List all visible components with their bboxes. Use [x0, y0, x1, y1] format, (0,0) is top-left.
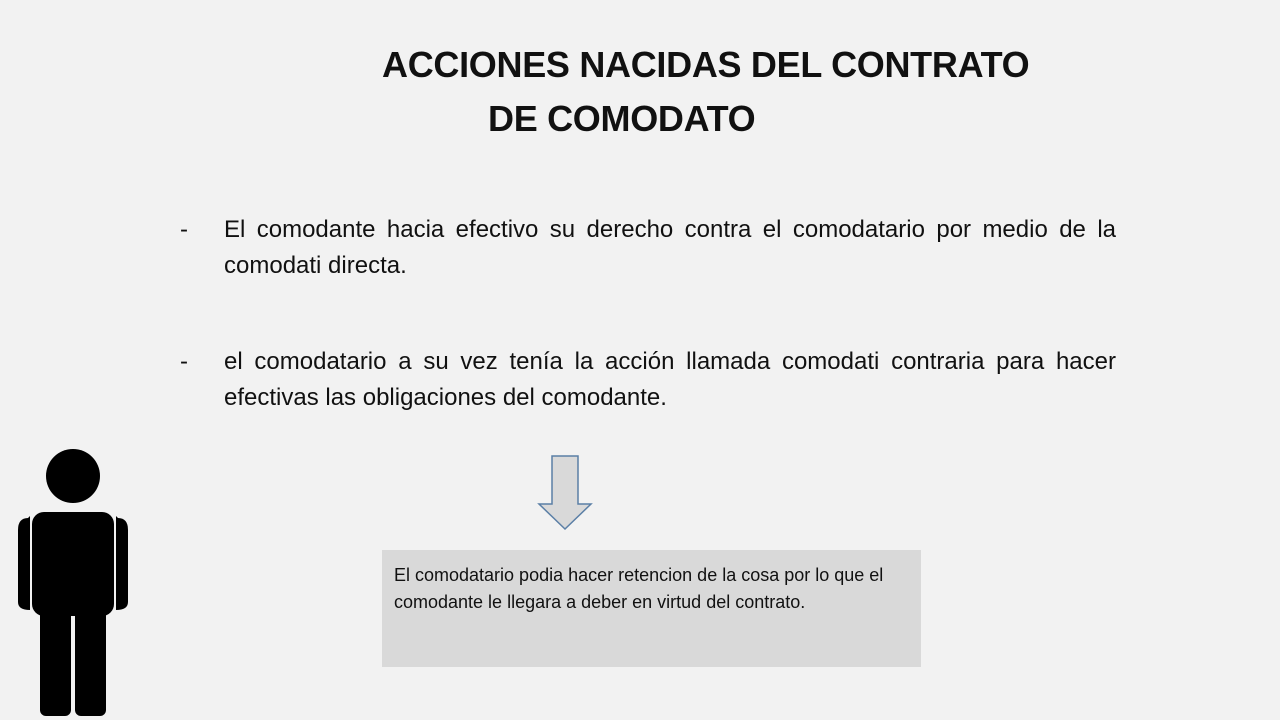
- bullet-item: [180, 344, 1116, 416]
- bullet-item: [180, 212, 1116, 284]
- bullet-list: [180, 212, 1116, 416]
- note-box: [382, 550, 921, 667]
- bullet-marker: -: [180, 348, 188, 375]
- bullet-marker: -: [180, 216, 188, 243]
- person-icon: [14, 440, 132, 720]
- bullet-text: el comodatario a su vez tenía la acción llamada comodati contraria para hacer efectivas las obligaciones del comodante.: [224, 348, 1116, 411]
- arrow-down-icon: [537, 455, 593, 531]
- note-text: El comodatario podia hacer retencion de la cosa por lo que el comodante le llegara a deber en virtud del contrato.: [394, 565, 884, 612]
- bullet-text: El comodante hacia efectivo su derecho contra el comodatario por medio de la comodati directa.: [224, 216, 1116, 279]
- title-line-2: DE COMODATO: [488, 98, 756, 139]
- slide-title: [250, 38, 1230, 146]
- title-line-1: ACCIONES NACIDAS DEL CONTRATO: [382, 44, 1030, 85]
